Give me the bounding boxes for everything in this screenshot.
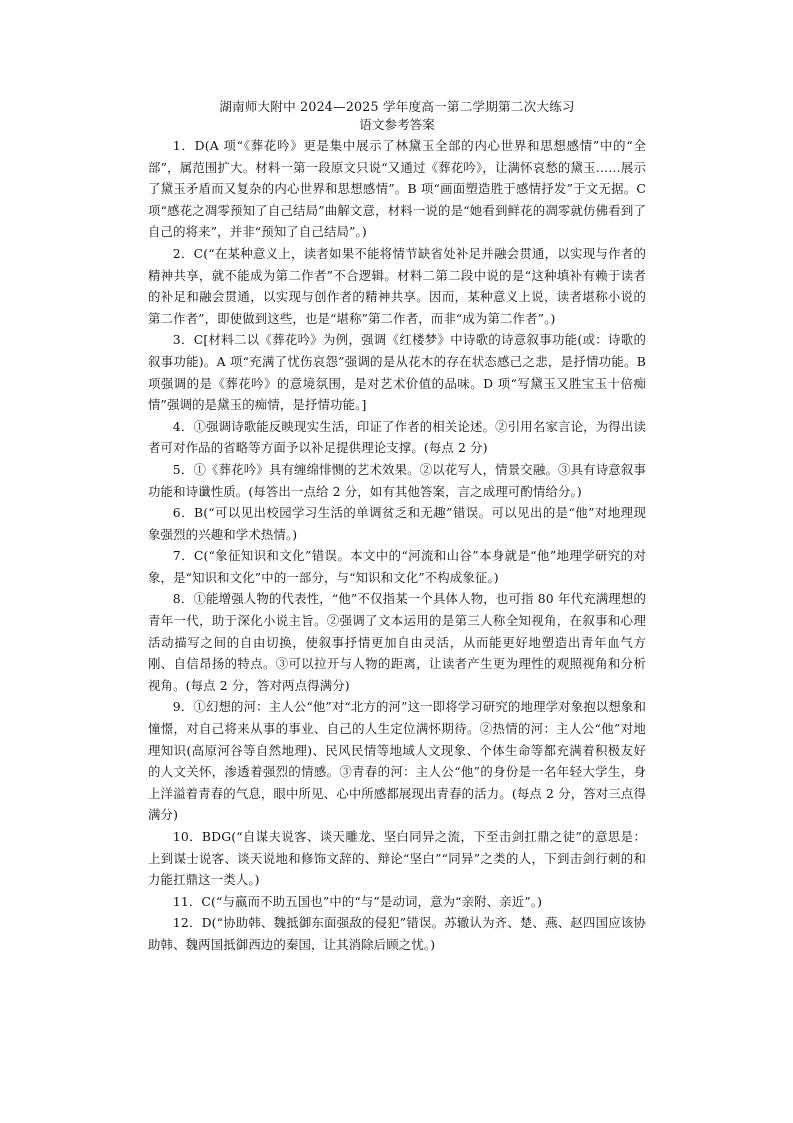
document-title: 湖南师大附中 2024—2025 学年度高一第二学期第二次大练习 bbox=[219, 99, 575, 114]
answer-item-2 bbox=[148, 243, 646, 329]
answer-item-4 bbox=[148, 416, 646, 459]
answer-text: ①强调诗歌能反映现实生活，印证了作者的相关论述。②引用名家言论，为得出读者可对作品的省略等方面予以补足提供理论支撑。(每点 2 分) bbox=[148, 418, 646, 456]
answer-number: 12． bbox=[172, 915, 202, 931]
answer-text: D(“协助韩、魏抵御东面强敌的侵犯”错误。苏辙认为齐、楚、燕、赵四国应该协助韩、魏两国抵御西边的秦国，让其消除后顾之忧。) bbox=[148, 915, 646, 952]
answer-number: 7． bbox=[172, 548, 194, 564]
answer-number: 10． bbox=[172, 829, 202, 844]
answer-text: B(“可以见出校园学习生活的单调贫乏和无趣”错误。可以见出的是“他”对地理现象强烈的兴趣和学术热情。) bbox=[148, 505, 646, 542]
answer-number: 2． bbox=[172, 245, 194, 261]
answer-text: C[材料二以《葬花吟》为例，强调《红楼梦》中诗歌的诗意叙事功能(或：诗歌的叙事功能)。A 项“充满了忧伤哀怨”强调的是从花木的存在状态感己之悲，是抒情功能。B 项强调的是《葬花吟》的意境氛围，是对艺术价值的品味。D 项“写黛玉又胜宝玉十倍痴情”强调的是黛玉的痴情，是抒情功能。] bbox=[148, 332, 646, 413]
answer-text: D(A 项“《葬花吟》更是集中展示了林黛玉全部的内心世界和思想感情”中的“全部”，属范围扩大。材料一第一段原文只说“又通过《葬花吟》，让满怀哀愁的黛玉……展示了黛玉矛盾而又复杂的内心世界和思想感情”。B 项“画面塑造胜于感情抒发”于文无据。C 项“感花之凋零预知了自己结局”曲解文意，材料一说的是“她看到鲜花的凋零就仿佛看到了自己的将来”，并非“预知了自己结局”。) bbox=[148, 138, 646, 240]
answer-item-7 bbox=[148, 545, 646, 588]
answer-item-1 bbox=[148, 135, 646, 243]
answer-text: C(“与嬴而不助五国也”中的“与”是动词，意为“亲附、亲近”。) bbox=[201, 893, 543, 909]
answer-number: 1． bbox=[172, 138, 195, 153]
answer-item-10 bbox=[148, 826, 646, 891]
answer-number: 8． bbox=[172, 591, 194, 607]
answer-text: ①幻想的河：主人公“他”对“北方的河”这一即将学习研究的地理学对象抱以想象和憧憬，对自己将来从事的事业、自己的人生定位满怀期待。②热情的河：主人公“他”对地理知识(高原河谷等自然地理)、民风民情等地域人文现象、个体生命等都充满着积极友好的人文关怀，渗透着强烈的情感。③青春的河：主人公“他”的身份是一名年轻大学生，身上洋溢着青春的气息，眼中所见、心中所感都展现出青春的活力。(每点 2 分，答对三点得满分) bbox=[148, 699, 646, 823]
answer-item-3 bbox=[148, 329, 646, 415]
answer-text: C(“象征知识和文化”错误。本文中的“河流和山谷”本身就是“他”地理学研究的对象，是“知识和文化”中的一部分，与“知识和文化”不构成象征。) bbox=[148, 548, 647, 585]
answer-number: 11． bbox=[172, 893, 202, 909]
answer-number: 5． bbox=[172, 461, 194, 477]
answer-item-11 bbox=[148, 891, 646, 913]
answer-text: C(“在某种意义上，读者如果不能将情节缺省处补足并融会贯通，以实现与作者的精神共享，就不能成为第二作者”不合逻辑。材料二第二段中说的是“这种填补有赖于读者的补足和融会贯通，以实现与创作者的精神共享。因而，某种意义上说，读者堪称小说的第二作者”，即使做到这些，也是“堪称”第二作者，而非“成为第二作者”。) bbox=[148, 245, 647, 326]
answer-item-12 bbox=[148, 912, 646, 955]
answer-number: 3． bbox=[172, 332, 194, 348]
document-subtitle: 语文参考答案 bbox=[359, 117, 435, 132]
answer-item-5 bbox=[148, 459, 646, 502]
answer-text: ①能增强人物的代表性，“他”不仅指某一个具体人物，也可指 80 年代充满理想的青年一代，助于深化小说主旨。②强调了文本运用的是第三人称全知视角，在叙事和心理活动描写之间的自由切换，使叙事抒情更加自由灵活，从而能更好地塑造出青年血气方刚、自信昂扬的特点。③可以拉开与人物的距离，让读者产生更为理性的观照视角和分析视角。(每点 2 分，答对两点得满分) bbox=[148, 591, 646, 693]
answer-item-9 bbox=[148, 696, 646, 826]
answer-item-8 bbox=[148, 588, 646, 696]
answer-text: ①《葬花吟》具有缠绵悱恻的艺术效果。②以花写人，情景交融。③具有诗意叙事功能和诗谶性质。(每答出一点给 2 分，如有其他答案，言之成理可酌情给分。) bbox=[148, 461, 646, 499]
answer-number: 6． bbox=[172, 505, 194, 521]
answer-text: BDG(“自谋夫说客、谈天雕龙、坚白同异之流，下至击剑扛鼎之徒”的意思是：上到谋士说客、谈天说地和修饰文辞的、辩论“坚白”“同异”之类的人，下到击剑行刺的和力能扛鼎这一类人。) bbox=[148, 829, 646, 888]
answer-number: 4． bbox=[172, 418, 194, 434]
document-page bbox=[148, 98, 646, 956]
answer-number: 9． bbox=[172, 699, 194, 715]
answer-item-6 bbox=[148, 502, 646, 545]
